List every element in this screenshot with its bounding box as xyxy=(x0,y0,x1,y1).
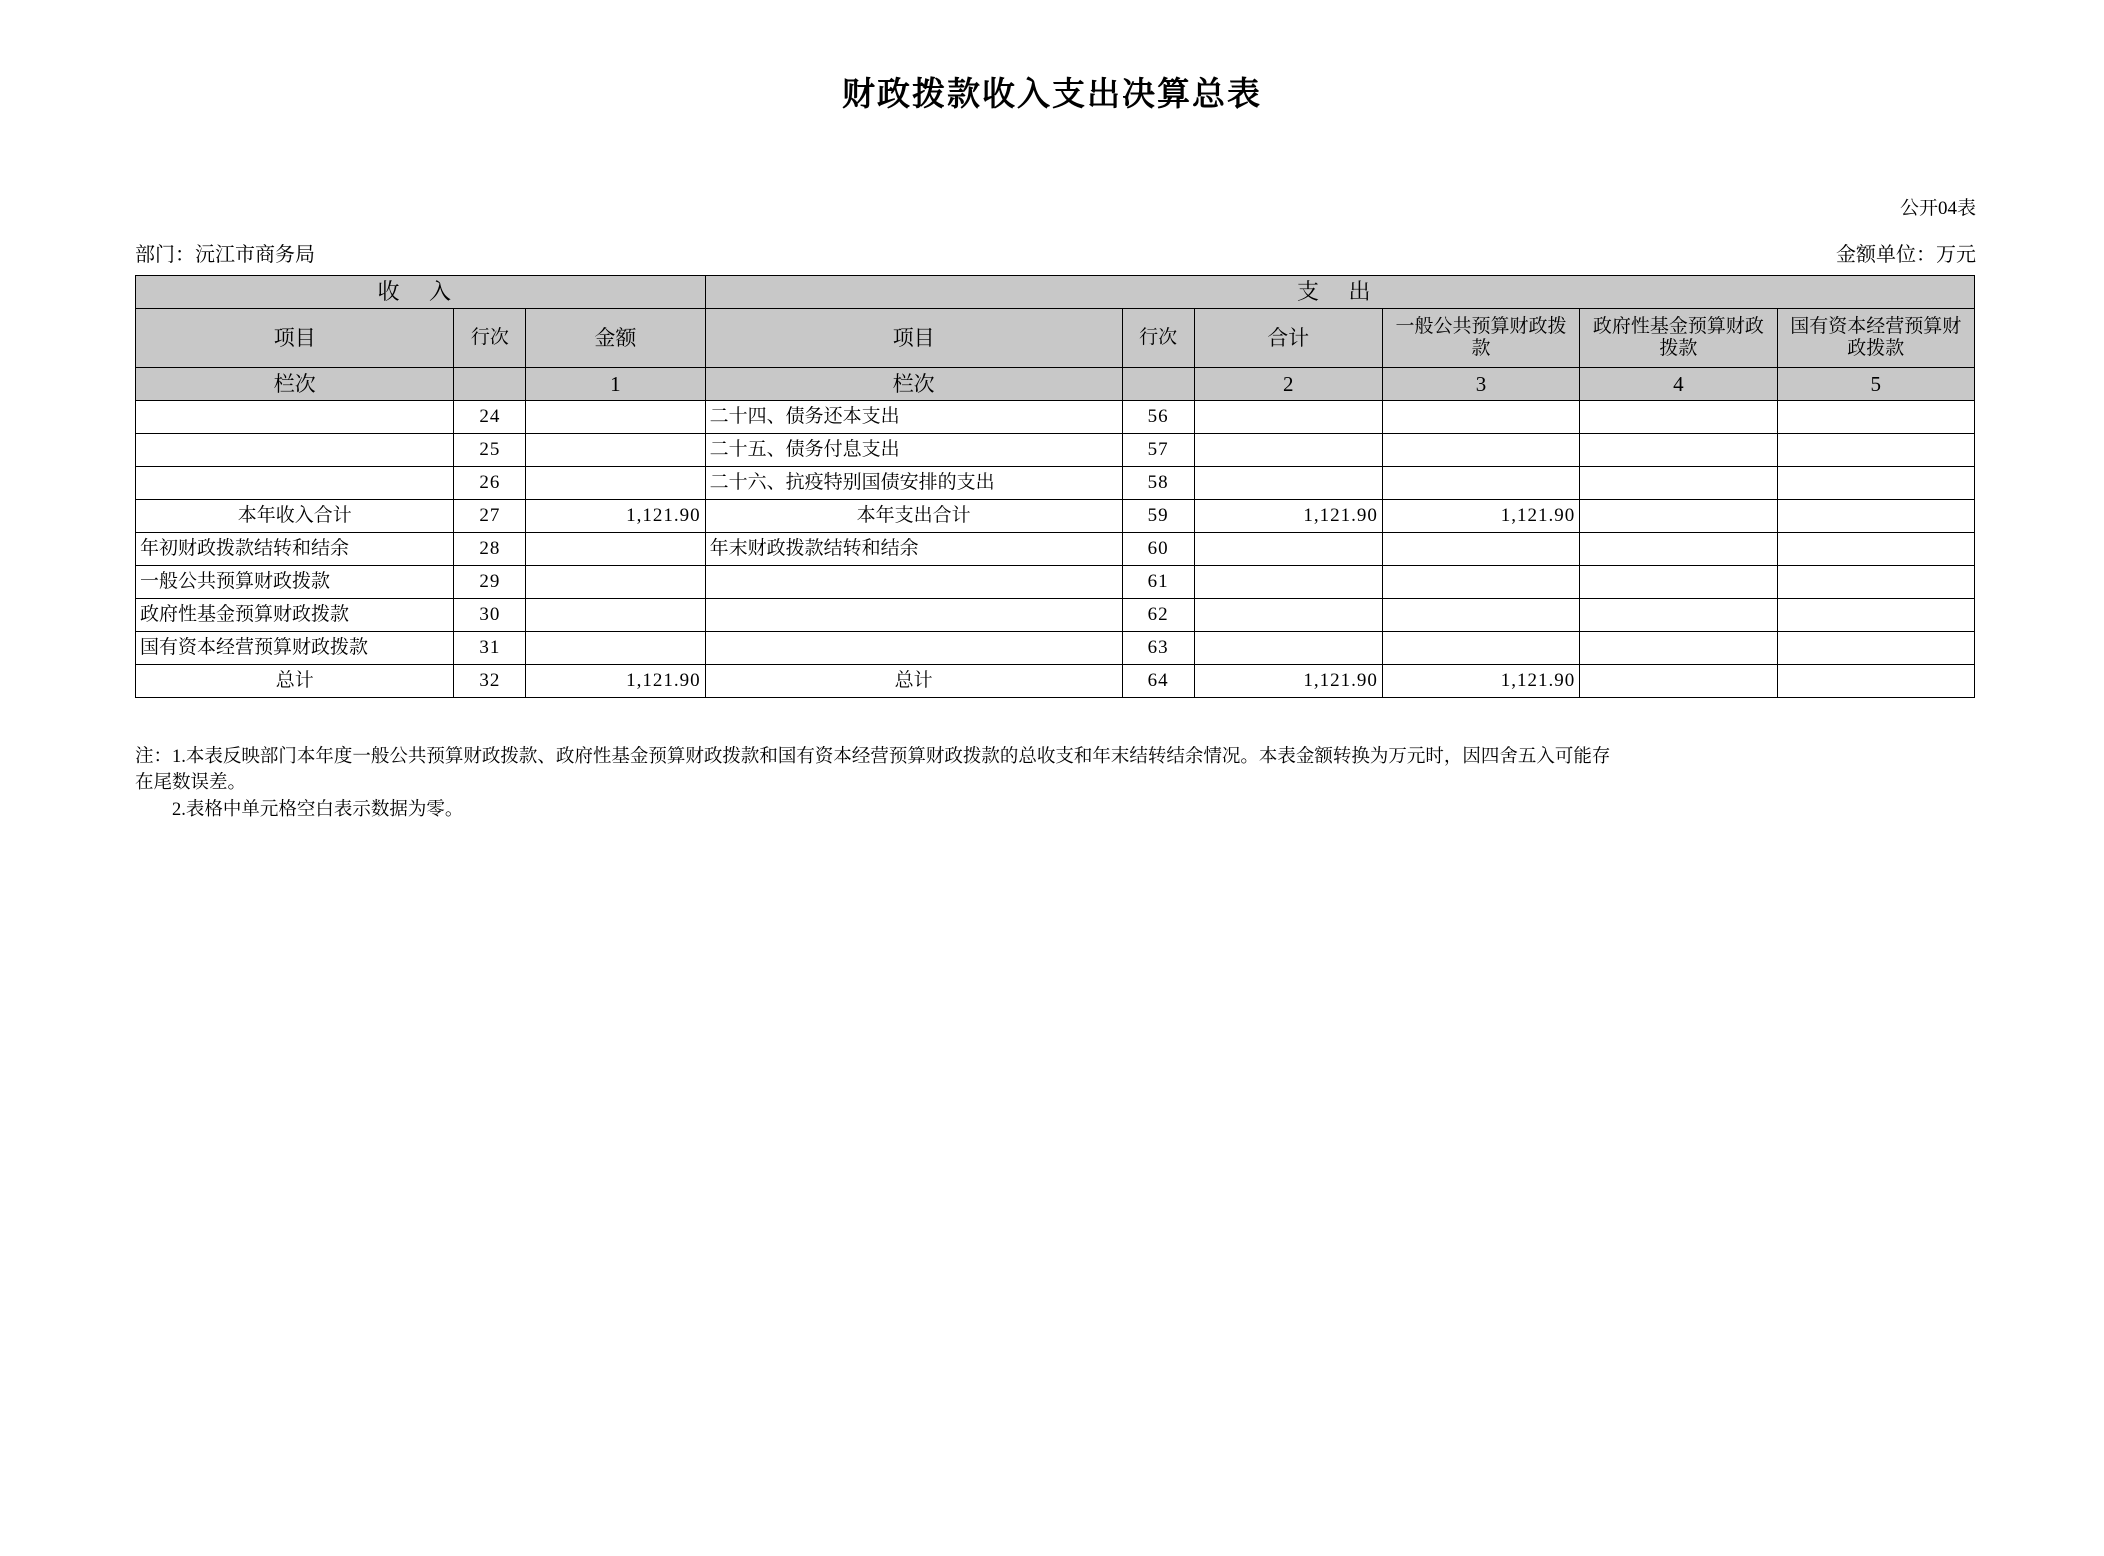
department-label: 部门：沅江市商务局 xyxy=(135,244,315,266)
group-income-header: 收 入 xyxy=(136,276,706,309)
expense-total xyxy=(1194,401,1382,434)
income-amount xyxy=(526,533,705,566)
column-label-left: 栏次 xyxy=(136,368,454,401)
income-line: 24 xyxy=(454,401,526,434)
header-income-line: 行次 xyxy=(454,309,526,368)
expense-line: 62 xyxy=(1122,599,1194,632)
table-column-header-row xyxy=(136,309,1975,368)
column-blank-right xyxy=(1122,368,1194,401)
expense-total xyxy=(1194,566,1382,599)
income-amount xyxy=(526,632,705,665)
expense-general-public xyxy=(1382,566,1579,599)
expense-general-public xyxy=(1382,401,1579,434)
expense-general-public xyxy=(1382,632,1579,665)
expense-gov-fund xyxy=(1580,500,1777,533)
income-item: 国有资本经营预算财政拨款 xyxy=(136,632,454,665)
expense-line: 59 xyxy=(1122,500,1194,533)
header-expense-item: 项目 xyxy=(705,309,1122,368)
income-item: 本年收入合计 xyxy=(136,500,454,533)
expense-general-public xyxy=(1382,434,1579,467)
expense-item: 二十四、债务还本支出 xyxy=(705,401,1122,434)
income-item: 一般公共预算财政拨款 xyxy=(136,566,454,599)
expense-line: 61 xyxy=(1122,566,1194,599)
expense-line: 56 xyxy=(1122,401,1194,434)
table-row xyxy=(136,566,1975,599)
income-item xyxy=(136,434,454,467)
expense-gov-fund xyxy=(1580,467,1777,500)
expense-gov-fund xyxy=(1580,566,1777,599)
column-blank-left xyxy=(454,368,526,401)
column-number-4: 4 xyxy=(1580,368,1777,401)
income-line: 25 xyxy=(454,434,526,467)
income-line: 30 xyxy=(454,599,526,632)
expense-state-capital xyxy=(1777,632,1974,665)
expense-item: 年末财政拨款结转和结余 xyxy=(705,533,1122,566)
income-item: 政府性基金预算财政拨款 xyxy=(136,599,454,632)
note-line-2: 2.表格中单元格空白表示数据为零。 xyxy=(172,799,464,820)
expense-state-capital xyxy=(1777,467,1974,500)
table-notes xyxy=(135,744,1975,823)
expense-item: 二十六、抗疫特别国债安排的支出 xyxy=(705,467,1122,500)
expense-line: 64 xyxy=(1122,665,1194,698)
page-title: 财政拨款收入支出决算总表 xyxy=(842,75,1262,112)
expense-gov-fund xyxy=(1580,434,1777,467)
income-line: 31 xyxy=(454,632,526,665)
expense-general-public: 1,121.90 xyxy=(1382,500,1579,533)
form-code: 公开04表 xyxy=(1899,198,1976,219)
expense-state-capital xyxy=(1777,500,1974,533)
expense-total xyxy=(1194,434,1382,467)
expense-line: 60 xyxy=(1122,533,1194,566)
expense-general-public: 1,121.90 xyxy=(1382,665,1579,698)
income-line: 26 xyxy=(454,467,526,500)
table-row xyxy=(136,434,1975,467)
expense-general-public xyxy=(1382,467,1579,500)
expense-line: 58 xyxy=(1122,467,1194,500)
table-row xyxy=(136,467,1975,500)
column-label-right: 栏次 xyxy=(705,368,1122,401)
header-income-amount: 金额 xyxy=(526,309,705,368)
header-income-item: 项目 xyxy=(136,309,454,368)
income-item: 总计 xyxy=(136,665,454,698)
header-expense-line: 行次 xyxy=(1122,309,1194,368)
header-gov-fund-budget: 政府性基金预算财政拨款 xyxy=(1580,309,1777,368)
income-line: 27 xyxy=(454,500,526,533)
expense-state-capital xyxy=(1777,401,1974,434)
expense-gov-fund xyxy=(1580,599,1777,632)
expense-gov-fund xyxy=(1580,665,1777,698)
column-number-2: 2 xyxy=(1194,368,1382,401)
header-general-public-budget: 一般公共预算财政拨款 xyxy=(1382,309,1579,368)
table-row xyxy=(136,632,1975,665)
expense-item xyxy=(705,632,1122,665)
note-line-1b: 在尾数误差。 xyxy=(135,773,247,794)
income-line: 28 xyxy=(454,533,526,566)
header-state-capital-budget: 国有资本经营预算财政拨款 xyxy=(1777,309,1974,368)
column-number-1: 1 xyxy=(526,368,705,401)
amount-unit-label: 金额单位：万元 xyxy=(1836,244,1976,266)
expense-line: 57 xyxy=(1122,434,1194,467)
table-row xyxy=(136,665,1975,698)
income-amount: 1,121.90 xyxy=(526,665,705,698)
income-item xyxy=(136,467,454,500)
income-amount xyxy=(526,566,705,599)
expense-total xyxy=(1194,533,1382,566)
expense-state-capital xyxy=(1777,566,1974,599)
income-item: 年初财政拨款结转和结余 xyxy=(136,533,454,566)
expense-gov-fund xyxy=(1580,533,1777,566)
table-column-number-row xyxy=(136,368,1975,401)
expense-state-capital xyxy=(1777,434,1974,467)
expense-state-capital xyxy=(1777,533,1974,566)
expense-total xyxy=(1194,599,1382,632)
group-expense-header: 支 出 xyxy=(705,276,1974,309)
expense-general-public xyxy=(1382,599,1579,632)
expense-total: 1,121.90 xyxy=(1194,500,1382,533)
expense-line: 63 xyxy=(1122,632,1194,665)
income-line: 32 xyxy=(454,665,526,698)
expense-total xyxy=(1194,632,1382,665)
expense-item xyxy=(705,599,1122,632)
table-group-header-row xyxy=(136,276,1975,309)
budget-table xyxy=(135,275,1975,698)
document-page xyxy=(0,68,2104,1556)
expense-gov-fund xyxy=(1580,632,1777,665)
table-row xyxy=(136,533,1975,566)
income-line: 29 xyxy=(454,566,526,599)
income-item xyxy=(136,401,454,434)
column-number-3: 3 xyxy=(1382,368,1579,401)
expense-gov-fund xyxy=(1580,401,1777,434)
meta-row xyxy=(0,238,2104,264)
expense-item: 本年支出合计 xyxy=(705,500,1122,533)
table-row xyxy=(136,401,1975,434)
expense-state-capital xyxy=(1777,599,1974,632)
income-amount xyxy=(526,434,705,467)
expense-item: 总计 xyxy=(705,665,1122,698)
income-amount xyxy=(526,467,705,500)
expense-state-capital xyxy=(1777,665,1974,698)
income-amount: 1,121.90 xyxy=(526,500,705,533)
header-expense-total: 合计 xyxy=(1194,309,1382,368)
income-amount xyxy=(526,599,705,632)
income-amount xyxy=(526,401,705,434)
column-number-5: 5 xyxy=(1777,368,1974,401)
expense-item: 二十五、债务付息支出 xyxy=(705,434,1122,467)
note-line-1: 注：1.本表反映部门本年度一般公共预算财政拨款、政府性基金预算财政拨款和国有资本经营预算财政拨款的总收支和年末结转结余情况。本表金额转换为万元时，因四舍五入可能存 xyxy=(135,747,1611,767)
expense-total: 1,121.90 xyxy=(1194,665,1382,698)
table-row xyxy=(136,599,1975,632)
expense-general-public xyxy=(1382,533,1579,566)
table-row xyxy=(136,500,1975,533)
expense-item xyxy=(705,566,1122,599)
expense-total xyxy=(1194,467,1382,500)
